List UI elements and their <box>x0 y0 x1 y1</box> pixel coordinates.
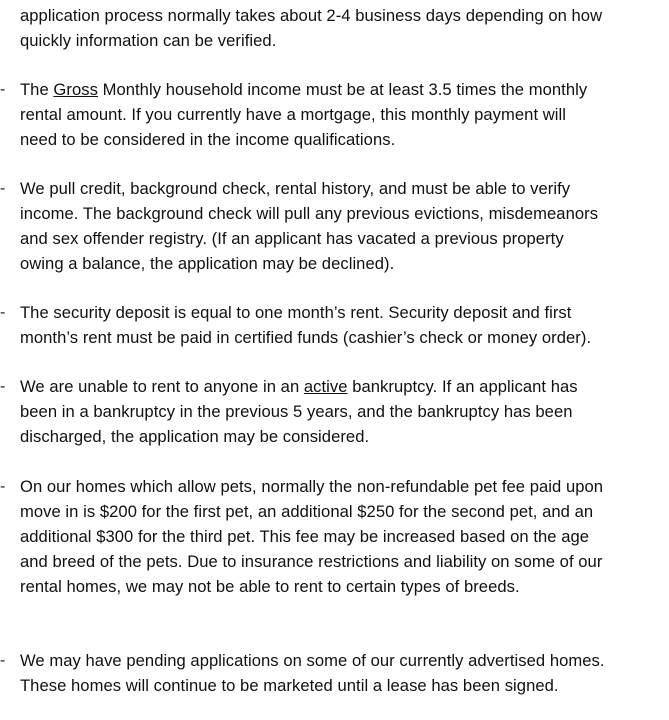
text-line: discharged, the application may be considered. <box>20 427 370 446</box>
bullet-dash: - <box>0 478 6 495</box>
bullet-dash: - <box>0 180 6 197</box>
text-line: The Gross Monthly household income must be at least 3.5 times the monthly <box>20 80 588 99</box>
text-line: The security deposit is equal to one month’s rent. Security deposit and first <box>20 303 572 322</box>
text-line: and breed of the pets. Due to insurance restrictions and liability on some of our <box>20 552 603 571</box>
underlined-term: active <box>303 377 348 396</box>
text-line: These homes will continue to be marketed until a lease has been signed. <box>20 676 559 695</box>
text-line: need to be considered in the income qualifications. <box>20 130 396 149</box>
text-line: and sex offender registry. (If an applicant has vacated a previous property <box>20 229 564 248</box>
text-line: We pull credit, background check, rental history, and must be able to verify <box>20 179 571 198</box>
text-line: rental homes, we may not be able to rent to certain types of breeds. <box>20 577 520 596</box>
bullet-dash: - <box>0 81 6 98</box>
text-line: On our homes which allow pets, normally the non-refundable pet fee paid upon <box>20 477 604 496</box>
text-line: additional $300 for the third pet. This fee may be increased based on the age <box>20 527 590 546</box>
text-line: move in is $200 for the first pet, an additional $250 for the second pet, and an <box>20 502 594 521</box>
text-line: income. The background check will pull any previous evictions, misdemeanors <box>20 204 599 223</box>
underlined-term: Gross <box>53 80 98 99</box>
bullet-dash: - <box>0 304 6 321</box>
text-line: owing a balance, the application may be declined). <box>20 254 395 273</box>
text-line: application process normally takes about 2-4 business days depending on how <box>20 6 603 25</box>
text-line: We may have pending applications on some of our currently advertised homes. <box>20 651 605 670</box>
text-line: quickly information can be verified. <box>20 31 277 50</box>
text-line: month’s rent must be paid in certified funds (cashier’s check or money order). <box>20 328 592 347</box>
text-line: rental amount. If you currently have a mortgage, this monthly payment will <box>20 105 567 124</box>
bullet-dash: - <box>0 652 6 669</box>
text-line: been in a bankruptcy in the previous 5 years, and the bankruptcy has been <box>20 402 573 421</box>
text-line: We are unable to rent to anyone in an active bankruptcy. If an applicant has <box>20 377 578 396</box>
bullet-dash: - <box>0 378 6 395</box>
